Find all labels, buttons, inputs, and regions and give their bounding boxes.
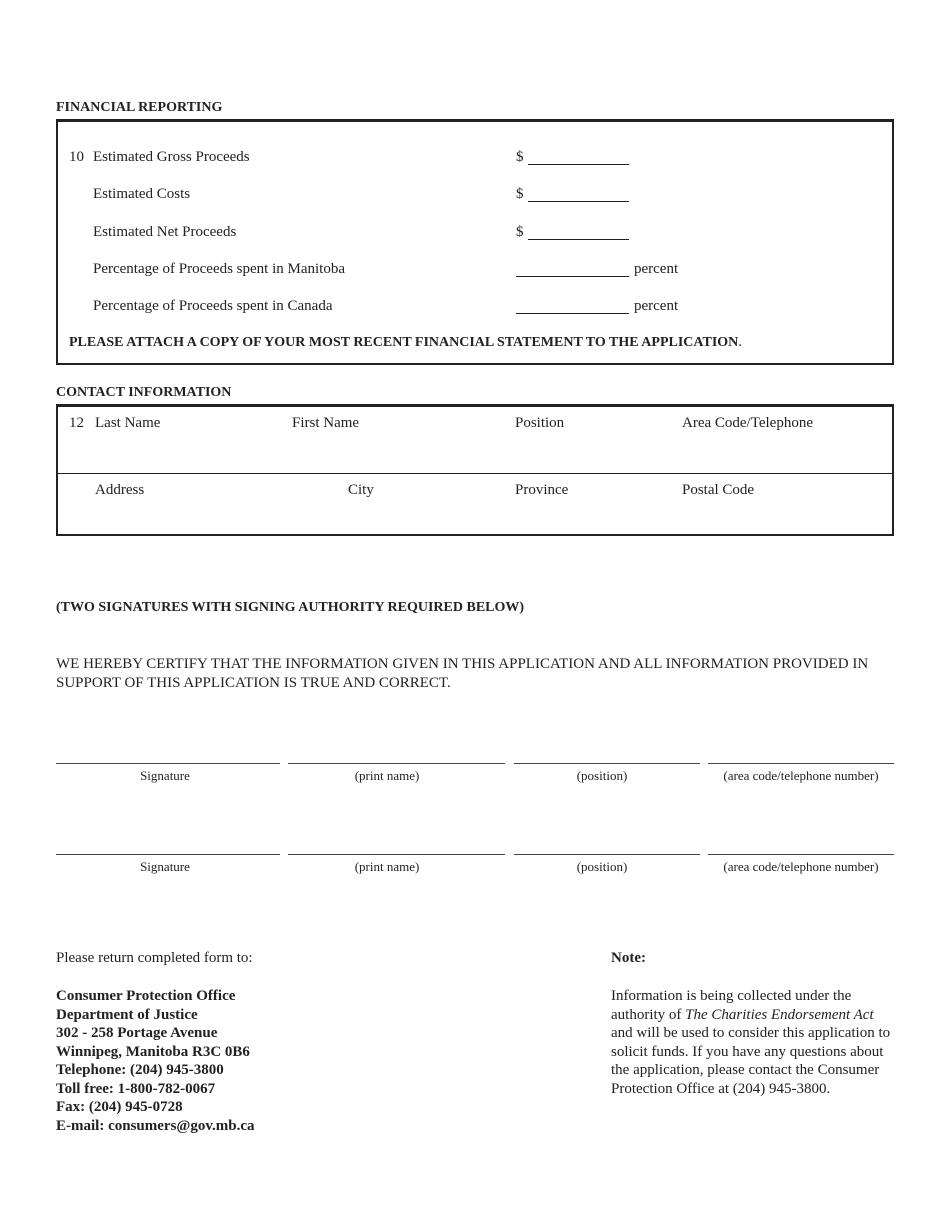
signature-caption-1: Signature	[140, 768, 190, 783]
gross-proceeds-label: Estimated Gross Proceeds	[93, 149, 250, 165]
note-title: Note:	[611, 950, 646, 966]
net-proceeds-label: Estimated Net Proceeds	[93, 224, 237, 240]
pct-manitoba-suffix: percent	[634, 261, 679, 277]
toll-free-number: Toll free: 1-800-782-0067	[56, 1080, 216, 1097]
street-address: 302 - 258 Portage Avenue	[56, 1025, 218, 1041]
fax-number: Fax: (204) 945-0728	[56, 1099, 183, 1115]
pct-canada-suffix: percent	[634, 298, 679, 314]
gross-proceeds-dollar: $	[516, 149, 524, 165]
position-line-1[interactable]	[514, 763, 700, 764]
print-name-line-2[interactable]	[288, 854, 505, 855]
signature-caption-2: Signature	[140, 859, 190, 874]
position-caption-1: (position)	[576, 768, 628, 783]
item-number-10: 10	[69, 149, 84, 165]
telephone-number: Telephone: (204) 945-3800	[56, 1062, 224, 1078]
pct-canada-label: Percentage of Proceeds spent in Canada	[93, 298, 333, 314]
position-label: Position	[515, 415, 565, 431]
telephone-line-1[interactable]	[708, 763, 894, 764]
return-intro: Please return completed form to:	[56, 950, 253, 966]
contact-row-divider	[58, 473, 892, 474]
attach-statement-note: PLEASE ATTACH A COPY OF YOUR MOST RECENT FINANCIAL STATEMENT TO THE APPLICATION.	[69, 334, 742, 350]
telephone-caption-2: (area code/telephone number)	[723, 859, 879, 874]
province-label: Province	[515, 482, 569, 498]
office-name: Consumer Protection Office	[56, 988, 236, 1004]
estimated-costs-dollar: $	[516, 186, 524, 202]
signature-line-1[interactable]	[56, 763, 280, 764]
estimated-costs-label: Estimated Costs	[93, 186, 191, 202]
city-province-postal: Winnipeg, Manitoba R3C 0B6	[56, 1043, 250, 1060]
print-name-caption-2: (print name)	[354, 859, 420, 874]
estimated-costs-field[interactable]	[528, 185, 629, 202]
postal-code-label: Postal Code	[682, 482, 755, 498]
financial-reporting-title: FINANCIAL REPORTING	[56, 100, 223, 115]
email-address: E-mail: consumers@gov.mb.ca	[56, 1117, 255, 1134]
department-name: Department of Justice	[56, 1006, 198, 1023]
signatures-heading: (TWO SIGNATURES WITH SIGNING AUTHORITY REQUIRED BELOW)	[56, 600, 525, 615]
net-proceeds-field[interactable]	[528, 223, 629, 240]
net-proceeds-dollar: $	[516, 224, 524, 240]
print-name-caption-1: (print name)	[354, 768, 420, 783]
telephone-caption-1: (area code/telephone number)	[723, 768, 879, 783]
pct-canada-field[interactable]	[516, 297, 629, 314]
pct-manitoba-label: Percentage of Proceeds spent in Manitoba	[93, 261, 346, 277]
address-label: Address	[95, 482, 145, 498]
position-caption-2: (position)	[576, 859, 628, 874]
pct-manitoba-field[interactable]	[516, 260, 629, 277]
position-line-2[interactable]	[514, 854, 700, 855]
financial-reporting-box	[56, 119, 894, 365]
telephone-line-2[interactable]	[708, 854, 894, 855]
signature-line-2[interactable]	[56, 854, 280, 855]
first-name-label: First Name	[292, 415, 360, 431]
act-name: The Charities Endorsement Act	[685, 1006, 874, 1023]
gross-proceeds-field[interactable]	[528, 148, 629, 165]
contact-information-title: CONTACT INFORMATION	[56, 385, 232, 400]
last-name-label: Last Name	[95, 415, 161, 431]
print-name-line-1[interactable]	[288, 763, 505, 764]
note-body: Information is being collected under the authority of The Charities Endorsement Act and will be used to consider this application to solicit funds. If you have any questions about the application, please contact the Consumer Protection Office at (204) 945-3800.	[611, 988, 891, 1097]
return-address-block	[56, 987, 376, 1135]
city-label: City	[348, 482, 374, 498]
area-code-telephone-label: Area Code/Telephone	[682, 415, 813, 431]
item-number-12: 12	[69, 415, 84, 431]
certification-statement: WE HEREBY CERTIFY THAT THE INFORMATION GIVEN IN THIS APPLICATION AND ALL INFORMATION PROVIDED IN SUPPORT OF THIS APPLICATION IS TRUE AND CORRECT.	[56, 656, 869, 691]
contact-information-box	[56, 404, 894, 536]
